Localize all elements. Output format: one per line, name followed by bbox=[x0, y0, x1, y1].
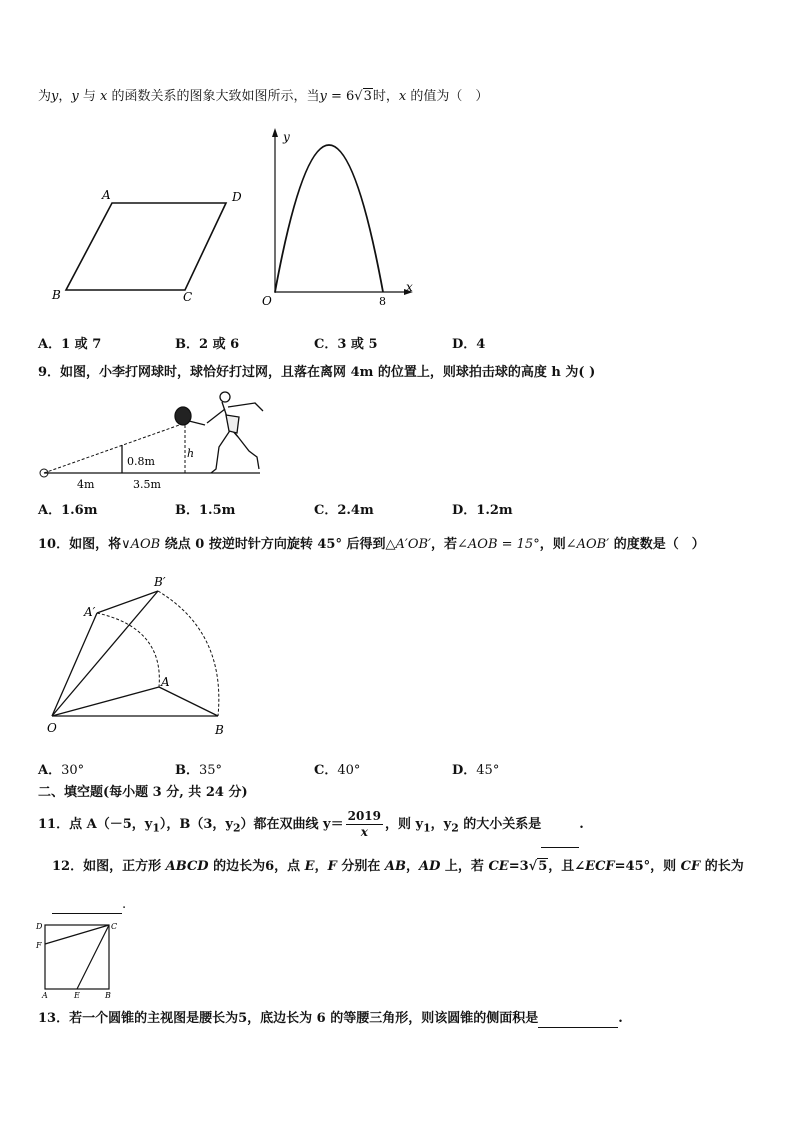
q11-fraction: $\frac{2019}{x}$ bbox=[347, 809, 381, 839]
q11-stem: 11．点 A（－5，$y_1$），B（3，$y_2$）都在双曲线 y＝ $\frac{2019}{x}$ ，则 $y_1$，$y_2$ 的大小关系是 . bbox=[38, 806, 584, 848]
q10-rotation-figure bbox=[40, 570, 240, 740]
label-b: B bbox=[105, 991, 111, 1000]
y-axis-arrow bbox=[272, 128, 278, 137]
q8-stem: 为y，y 与 x 的函数关系的图象大致如图所示，当y = 6√3时，x 的值为（ ） bbox=[38, 89, 489, 104]
label-c: C bbox=[183, 290, 193, 304]
q10-option-c[interactable]: C．40° bbox=[314, 763, 361, 778]
q12-square-figure bbox=[34, 918, 124, 1004]
q9-stem: 9．如图，小李打网球时，球恰好打过网，且落在离网 4m 的位置上，则球拍击球的高度 h 为( ) bbox=[38, 365, 596, 380]
label-b: B bbox=[52, 288, 61, 302]
arc-a-to-a-prime bbox=[97, 613, 159, 687]
parallelogram-abcd bbox=[66, 203, 226, 290]
segment-cf bbox=[45, 925, 109, 944]
label-b: B bbox=[215, 723, 224, 737]
label-d: D bbox=[36, 922, 43, 931]
label-b-prime: B′ bbox=[154, 575, 166, 589]
q10-stem: 10．如图，将∨AOB 绕点 0 按逆时针方向旋转 45° 后得到△A′OB′，若∠AOB = 15°，则∠AOB′ 的度数是（ ） bbox=[38, 537, 705, 552]
label-a: A bbox=[102, 188, 111, 202]
graph-label-8: 8 bbox=[379, 295, 386, 308]
parabola-curve bbox=[275, 145, 383, 292]
graph-label-o: O bbox=[262, 294, 272, 308]
label-a: A bbox=[42, 991, 48, 1000]
q8-option-d[interactable]: D．4 bbox=[452, 337, 486, 352]
label-c: C bbox=[111, 922, 118, 931]
q12-stem: 12．如图，正方形 ABCD 的边长为6，点 E，F 分别在 AB，AD 上，若 CE=3√5，且∠ECF=45°，则 CF 的长为 bbox=[52, 859, 744, 874]
q8-option-c[interactable]: C．3 或 5 bbox=[314, 337, 378, 352]
section-title-fill-in: 二、填空题(每小题 3 分, 共 24 分) bbox=[38, 785, 248, 800]
graph-label-x: x bbox=[406, 280, 413, 294]
q9-option-a[interactable]: A．1.6m bbox=[38, 503, 98, 518]
q9-tennis-figure bbox=[35, 385, 275, 495]
q8-option-b[interactable]: B．2 或 6 bbox=[175, 337, 240, 352]
net-height-label: 0.8m bbox=[127, 455, 155, 468]
distance-3-5m-label: 3.5m bbox=[133, 478, 161, 491]
distance-4m-label: 4m bbox=[77, 478, 95, 491]
q8-option-a[interactable]: A．1 或 7 bbox=[38, 337, 102, 352]
q13-stem: 13．若一个圆锥的主视图是腰长为5，底边长为 6 的等腰三角形，则该圆锥的侧面积是 . bbox=[38, 1011, 623, 1026]
q10-option-b[interactable]: B．35° bbox=[175, 763, 223, 778]
q11-answer-blank[interactable] bbox=[541, 833, 579, 848]
label-e: E bbox=[74, 991, 80, 1000]
label-a-prime: A′ bbox=[84, 605, 96, 619]
q8-parallelogram-figure bbox=[40, 180, 260, 310]
segment-oa-prime bbox=[52, 613, 97, 716]
label-d: D bbox=[232, 190, 242, 204]
label-a: A bbox=[161, 675, 170, 689]
q9-option-c[interactable]: C．2.4m bbox=[314, 503, 374, 518]
q10-option-d[interactable]: D．45° bbox=[452, 763, 500, 778]
tennis-player-icon bbox=[175, 392, 263, 473]
segment-ce bbox=[77, 925, 109, 989]
segment-oa bbox=[52, 687, 159, 716]
q8-function-graph bbox=[255, 125, 425, 310]
q9-option-d[interactable]: D．1.2m bbox=[452, 503, 513, 518]
q9-option-b[interactable]: B．1.5m bbox=[175, 503, 236, 518]
label-h: h bbox=[187, 447, 195, 460]
label-o: O bbox=[47, 721, 57, 735]
ball-trajectory bbox=[44, 423, 185, 473]
label-f: F bbox=[36, 941, 42, 950]
arc-b-to-b-prime bbox=[158, 591, 219, 716]
q12-answer-blank[interactable] bbox=[52, 899, 122, 914]
q12-answer-line: . bbox=[52, 896, 126, 914]
q13-answer-blank[interactable] bbox=[538, 1013, 618, 1028]
q10-option-a[interactable]: A．30° bbox=[38, 763, 85, 778]
segment-ab bbox=[159, 687, 218, 716]
graph-label-y: y bbox=[283, 130, 290, 144]
